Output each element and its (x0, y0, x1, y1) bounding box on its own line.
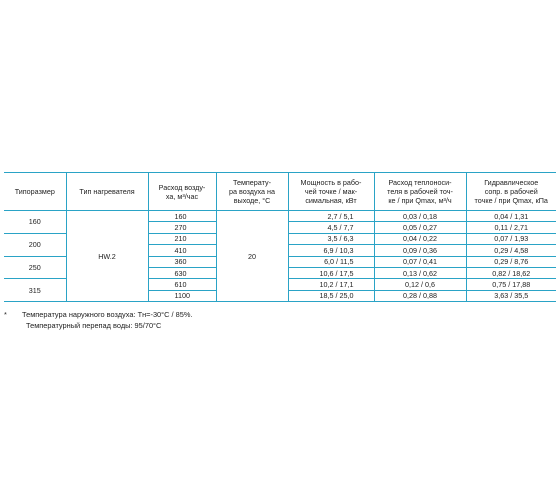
power-cell: 18,5 / 25,0 (288, 290, 374, 301)
footnote-line-1 (4, 310, 192, 321)
power-cell: 2,7 / 5,1 (288, 211, 374, 222)
coolant-cell: 0,09 / 0,36 (374, 245, 466, 256)
size-cell: 315 (4, 279, 66, 302)
resistance-cell: 0,07 / 1,93 (466, 233, 556, 244)
resistance-cell: 3,63 / 35,5 (466, 290, 556, 301)
air-flow-cell: 410 (148, 245, 216, 256)
size-cell: 250 (4, 256, 66, 279)
coolant-cell: 0,13 / 0,62 (374, 267, 466, 278)
coolant-cell: 0,28 / 0,88 (374, 290, 466, 301)
header-size: Типоразмер (4, 173, 66, 211)
power-cell: 3,5 / 6,3 (288, 233, 374, 244)
footnote-water-temperature-drop: Температурный перепад воды: 95/70°С (26, 320, 162, 330)
heater-type-cell: HW.2 (66, 211, 148, 302)
resistance-cell: 0,75 / 17,88 (466, 279, 556, 290)
header-power: Мощность в рабо- чей точке / мак- симальная, кВт (288, 173, 374, 211)
coolant-cell: 0,04 / 0,22 (374, 233, 466, 244)
power-cell: 4,5 / 7,7 (288, 222, 374, 233)
resistance-cell: 0,04 / 1,31 (466, 211, 556, 222)
power-cell: 6,0 / 11,5 (288, 256, 374, 267)
resistance-cell: 0,29 / 4,58 (466, 245, 556, 256)
power-cell: 6,9 / 10,3 (288, 245, 374, 256)
air-flow-cell: 210 (148, 233, 216, 244)
resistance-cell: 0,82 / 18,62 (466, 267, 556, 278)
table-row (4, 211, 556, 222)
coolant-cell: 0,07 / 0,41 (374, 256, 466, 267)
power-cell: 10,2 / 17,1 (288, 279, 374, 290)
footnote-marker: * (4, 310, 7, 319)
header-outlet-temperature: Температу- ра воздуха на выходе, °С (216, 173, 288, 211)
coolant-cell: 0,03 / 0,18 (374, 211, 466, 222)
resistance-cell: 0,29 / 8,76 (466, 256, 556, 267)
air-flow-cell: 610 (148, 279, 216, 290)
air-flow-cell: 160 (148, 211, 216, 222)
temperature-cell: 20 (216, 211, 288, 302)
coolant-cell: 0,05 / 0,27 (374, 222, 466, 233)
power-cell: 10,6 / 17,5 (288, 267, 374, 278)
air-flow-cell: 630 (148, 267, 216, 278)
specs-table (4, 172, 556, 302)
header-hydraulic-resistance: Гидравлическое сопр. в рабочей точке / при Qmax, кПа (466, 173, 556, 211)
air-flow-cell: 270 (148, 222, 216, 233)
specs-table-container (4, 172, 556, 302)
header-air-flow: Расход возду- ха, м³/час (148, 173, 216, 211)
footnote-outdoor-conditions: Температура наружного воздуха: Тн=-30°С / 85%. (22, 310, 193, 319)
header-coolant-flow: Расход теплоноси- теля в рабочей точ- ке / при Qmax, м³/ч (374, 173, 466, 211)
size-cell: 200 (4, 233, 66, 256)
air-flow-cell: 1100 (148, 290, 216, 301)
size-cell: 160 (4, 211, 66, 234)
coolant-cell: 0,12 / 0,6 (374, 279, 466, 290)
table-header-row (4, 173, 556, 211)
air-flow-cell: 360 (148, 256, 216, 267)
header-heater-type: Тип нагревателя (66, 173, 148, 211)
footnote (4, 310, 192, 331)
resistance-cell: 0,11 / 2,71 (466, 222, 556, 233)
